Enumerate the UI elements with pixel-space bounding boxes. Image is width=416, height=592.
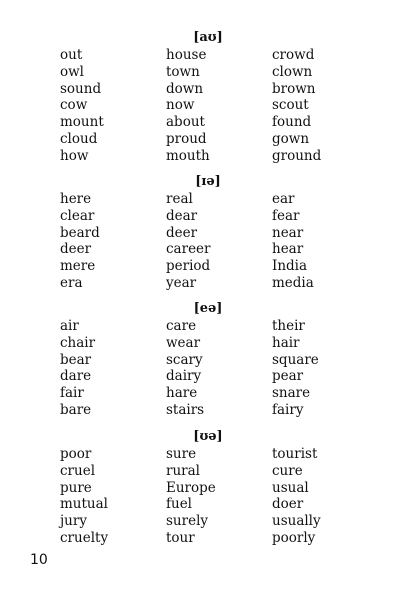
word-grid (60, 318, 378, 419)
word: how (60, 147, 89, 164)
word: care (166, 318, 197, 334)
word: crowd (272, 47, 315, 63)
word: bear (60, 351, 92, 368)
word: now (166, 97, 195, 114)
word: cruelty (60, 529, 109, 546)
word: usual (272, 479, 309, 496)
word: their (272, 318, 305, 334)
word: poor (60, 446, 92, 462)
word: town (166, 63, 200, 80)
word: proud (166, 130, 207, 147)
word: dear (166, 207, 198, 224)
word: surely (166, 513, 209, 530)
word: bare (60, 401, 92, 418)
word: stairs (166, 401, 205, 418)
word: chair (60, 334, 96, 351)
word: mouth (166, 147, 210, 164)
word: jury (60, 513, 87, 530)
word: gown (272, 130, 310, 147)
word: beard (60, 224, 100, 241)
word: mere (60, 258, 96, 275)
word: sound (60, 80, 102, 97)
word: fairy (272, 401, 304, 418)
word: tourist (272, 446, 318, 462)
word: Europe (166, 479, 216, 496)
word: career (166, 241, 211, 258)
word: ground (272, 147, 322, 164)
word: fair (60, 385, 84, 402)
word: deer (166, 224, 198, 241)
page-number: 10 (30, 552, 48, 568)
word: ear (272, 191, 295, 207)
word: India (272, 258, 308, 275)
word: sure (166, 446, 197, 462)
word: near (272, 224, 304, 241)
word: scout (272, 97, 309, 114)
section-heading: [ɪə] (195, 174, 221, 189)
word-grid (60, 446, 378, 547)
word: tour (166, 529, 195, 546)
section-heading: [ʊə] (193, 429, 223, 444)
word: clown (272, 63, 313, 80)
word: here (60, 191, 92, 207)
word: pure (60, 479, 92, 496)
word: wear (166, 334, 201, 351)
word-grid (60, 47, 378, 165)
word: period (166, 258, 211, 275)
word: cure (272, 462, 303, 479)
word: mutual (60, 496, 108, 513)
word: rural (166, 462, 200, 479)
word: brown (272, 80, 316, 97)
word: mount (60, 114, 104, 131)
word: cruel (60, 462, 96, 479)
word: square (272, 351, 319, 368)
word: deer (60, 241, 92, 258)
word: down (166, 80, 204, 97)
word: era (60, 274, 83, 291)
word: air (60, 318, 79, 334)
word: media (272, 274, 314, 291)
word: about (166, 114, 205, 131)
word: fuel (166, 496, 192, 513)
word: real (166, 191, 193, 207)
word: out (60, 47, 83, 63)
word: dare (60, 368, 92, 385)
word: pear (272, 368, 304, 385)
word: doer (272, 496, 304, 513)
word: hear (272, 241, 304, 258)
section-heading: [aʊ] (193, 30, 223, 45)
word: found (272, 114, 312, 131)
word: house (166, 47, 207, 63)
word: hair (272, 334, 300, 351)
word-grid (60, 191, 378, 292)
word: snare (272, 385, 311, 402)
word: poorly (272, 529, 316, 546)
word: hare (166, 385, 198, 402)
word: dairy (166, 368, 202, 385)
word: clear (60, 207, 95, 224)
word: owl (60, 63, 85, 80)
word: year (166, 274, 197, 291)
word: usually (272, 513, 321, 530)
word: cow (60, 97, 88, 114)
word: scary (166, 351, 203, 368)
word: cloud (60, 130, 98, 147)
word: fear (272, 207, 300, 224)
section-heading: [eə] (193, 301, 223, 316)
